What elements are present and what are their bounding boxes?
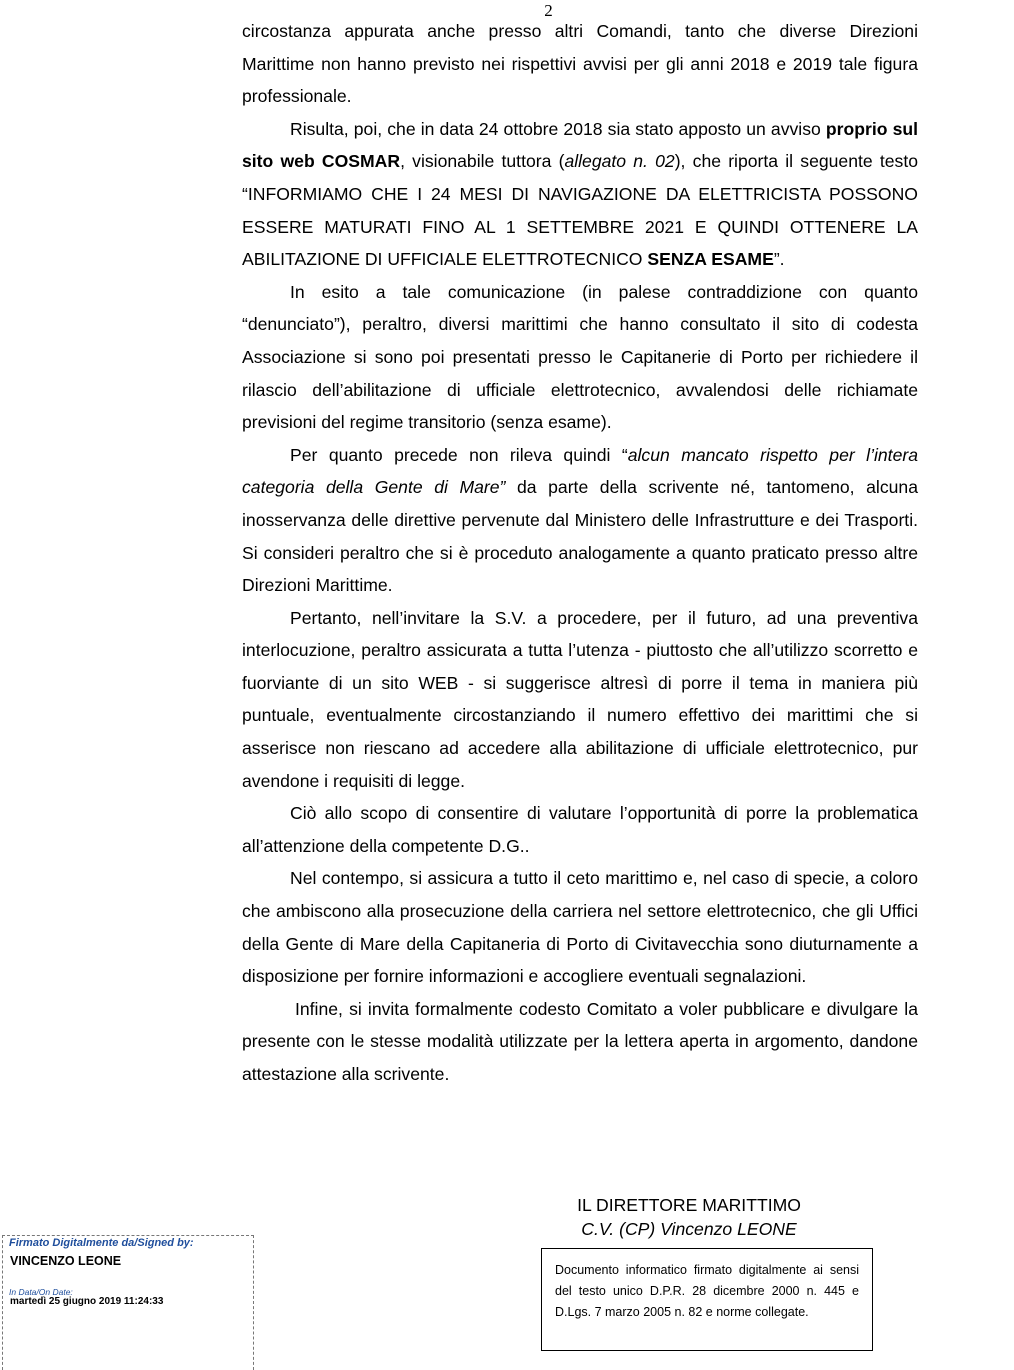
paragraph-3: In esito a tale comunicazione (in palese contraddizione con quanto “denunciato”), peraltro, diversi marittimi che hanno consultato il sito di codesta Associazione si sono poi presentati presso le Capitanerie di Porto per richiedere il rilascio dell’abilitazione di ufficiale elettrotecnico, avvalendosi delle richiamate previsioni del regime transitorio (senza esame). xyxy=(242,281,918,433)
paragraph-8: Infine, si invita formalmente codesto Comitato a voler pubblicare e divulgare la presente con le stesse modalità utilizzate per la lettera aperta in argomento, dandone attestazione alla scrivente. xyxy=(242,998,918,1084)
bold-senza-esame: SENZA ESAME xyxy=(647,249,774,270)
stamp-signer: VINCENZO LEONE xyxy=(10,1254,122,1268)
paragraph-7: Nel contempo, si assicura a tutto il ceto marittimo e, nel caso di specie, a coloro che ambiscono alla prosecuzione della carriera nel settore elettrotecnico, che gli Uffici della Gente di Mare della Capitaneria di Porto di Civitavecchia sono diuturnamente a disposizione per fornire informazioni e accogliere eventuali segnalazioni. xyxy=(242,868,918,987)
paragraph-4: Per quanto precede non rileva quindi “alcun mancato rispetto per l’intera categoria della Gente di Mare” da parte della scrivente né, tantomeno, alcuna inosservanza delle direttive pervenute dal Ministero delle Infrastrutture e dei Trasporti. Si consideri peraltro che si è proceduto analogamente a quanto praticato presso altre Direzioni Marittime. xyxy=(242,444,919,596)
paragraph-6: Ciò allo scopo di consentire di valutare l’opportunità di porre la problematica all’attenzione della competente D.G.. xyxy=(242,803,918,856)
signature-block xyxy=(545,1193,833,1241)
page-number: 2 xyxy=(544,1,553,20)
letter-body xyxy=(242,15,918,1091)
digital-signature-stamp xyxy=(2,1235,254,1370)
signed-by-label: Firmato Digitalmente da/Signed by: xyxy=(9,1237,194,1249)
paragraph-2: Risulta, poi, che in data 24 ottobre 2018 sia stato apposto un avviso proprio sul sito web COSMAR, visionabile tuttora (allegato n. 02), che riporta il seguente testo “INFORMIAMO CHE I 24 MESI DI NAVIGAZIONE DA ELETTRICISTA POSSONO ESSERE MATURATI FINO AL 1 SETTEMBRE 2021 E QUINDI OTTENERE LA ABILITAZIONE DI UFFICIALE ELETTROTECNICO SENZA ESAME”. xyxy=(242,118,918,270)
paragraph-5: Pertanto, nell’invitare la S.V. a procedere, per il futuro, ad una preventiva interlocuzione, peraltro assicurata a tutta l’utenza - piuttosto che all’utilizzo scorretto e fuorviante di un sito WEB - si suggerisce altresì di porre il tema in maniera più puntuale, eventualmente circostanziando il numero effettivo dei marittimi che si asserisce non riescano ad accedere alla abilitazione di ufficiale elettrotecnico, pur avendone i requisiti di legge. xyxy=(242,607,918,791)
bold-cosmar: proprio sul sito web COSMAR xyxy=(242,118,918,172)
date-label: In Data/On Date: xyxy=(9,1287,73,1297)
paragraph-1: circostanza appurata anche presso altri Comandi, tanto che diverse Direzioni Marittime non hanno previsto nei rispettivi avvisi per gli anni 2018 e 2019 tale figura professionale. xyxy=(242,21,918,107)
signatory-name: C.V. (CP) Vincenzo LEONE xyxy=(581,1219,797,1239)
signatory-role: IL DIRETTORE MARITTIMO xyxy=(577,1195,801,1215)
italic-quote: alcun mancato rispetto per l’intera categoria della Gente di Mare” xyxy=(242,444,919,498)
attachment-reference: allegato n. 02 xyxy=(564,151,675,172)
legal-notice-box: Documento informatico firmato digitalmente ai sensi del testo unico D.P.R. 28 dicembre 2000 n. 445 e D.Lgs. 7 marzo 2005 n. 82 e norme collegate. xyxy=(541,1248,873,1351)
date-value: martedì 25 giugno 2019 11:24:33 xyxy=(10,1296,164,1307)
